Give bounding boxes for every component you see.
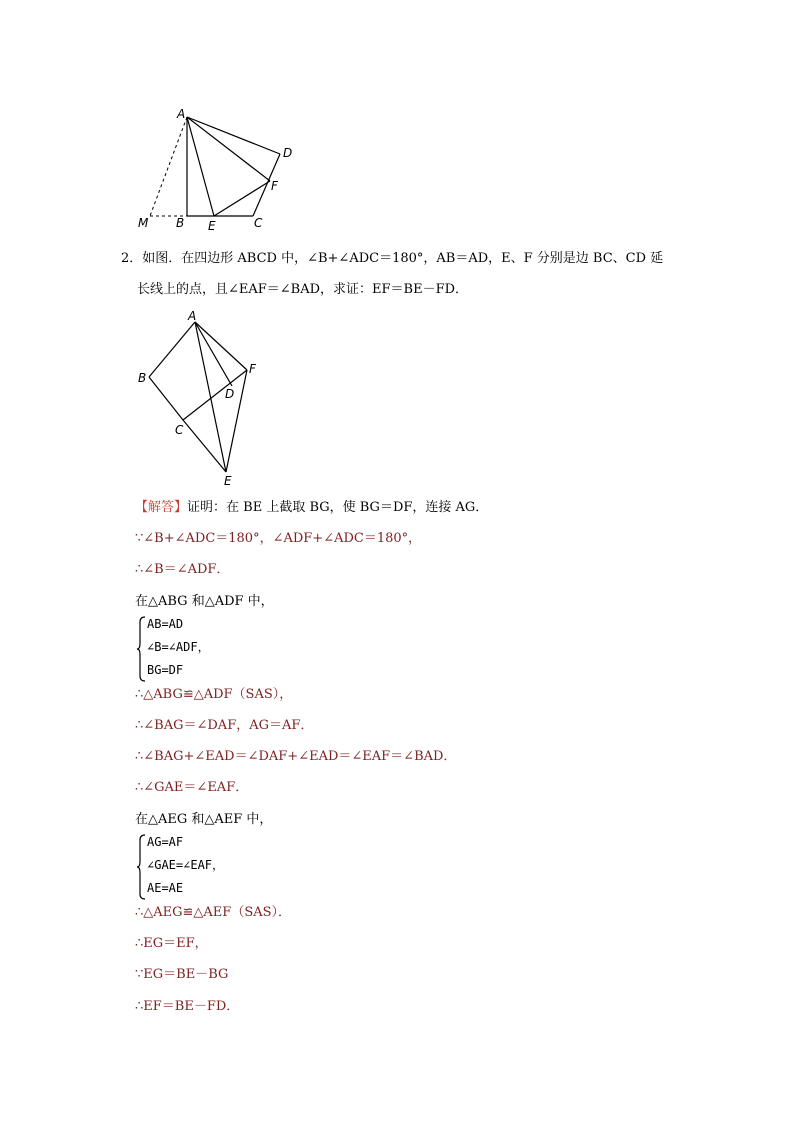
- solution-line-9: ∴△AEG≌△AEF（SAS）．: [135, 905, 292, 920]
- solution-line-10: ∴EG＝EF，: [135, 936, 208, 951]
- fig1-label-d: D: [283, 146, 293, 160]
- left-brace-icon: [136, 616, 146, 682]
- system-2-line-3: AE=AE: [147, 881, 184, 895]
- left-brace-icon: [136, 834, 146, 900]
- system-2-line-1: AG=AF: [147, 835, 184, 849]
- fig1-label-c: C: [254, 216, 263, 230]
- fig2-label-b: B: [138, 371, 147, 385]
- fig2-label-d: D: [225, 387, 235, 401]
- fig1-label-e: E: [208, 219, 216, 233]
- solution-intro-line: [135, 500, 488, 516]
- fig1-label-m: M: [138, 216, 149, 230]
- fig2-label-e: E: [224, 474, 232, 488]
- problem-line-1: 2．如图．在四边形 ABCD 中，∠B+∠ADC＝180°，AB＝AD，E、F 分别是边 BC、CD 延: [121, 251, 664, 266]
- solution-line-8: 在△AEG 和△AEF 中，: [135, 812, 273, 827]
- figure-1-diagram: [130, 100, 310, 235]
- solution-line-5: ∴∠BAG＝∠DAF，AG＝AF．: [135, 718, 314, 733]
- system-1-line-1: AB=AD: [147, 617, 184, 631]
- solution-line-3: 在△ABG 和△ADF 中，: [135, 594, 274, 609]
- figure-2-diagram: [130, 305, 270, 490]
- solution-line-1: ∵∠B+∠ADC＝180°，∠ADF+∠ADC＝180°，: [135, 531, 422, 546]
- problem-line-2: 长线上的点，且∠EAF＝∠BAD，求证：EF＝BE－FD．: [137, 282, 469, 297]
- fig2-label-c: C: [175, 423, 184, 437]
- solution-intro: 证明：在 BE 上截取 BG，使 BG＝DF，连接 AG．: [187, 500, 489, 515]
- solution-line-7: ∴∠GAE＝∠EAF．: [135, 780, 249, 795]
- system-1-line-2: ∠B=∠ADF，: [147, 640, 210, 654]
- equation-system-2: [136, 834, 256, 900]
- solution-tag: 【解答】: [135, 500, 188, 515]
- fig1-label-a: A: [177, 107, 186, 121]
- system-2-line-2: ∠GAE=∠EAF，: [147, 858, 225, 872]
- fig1-label-f: F: [271, 179, 278, 193]
- solution-line-6: ∴∠BAG+∠EAD＝∠DAF+∠EAD＝∠EAF＝∠BAD．: [135, 749, 457, 764]
- fig2-label-a: A: [188, 309, 197, 323]
- solution-line-11: ∵EG＝BE－BG: [135, 967, 229, 982]
- fig2-label-f: F: [249, 362, 256, 376]
- system-1-line-3: BG=DF: [147, 663, 184, 677]
- equation-system-1: [136, 616, 256, 682]
- fig1-label-b: B: [176, 216, 185, 230]
- solution-line-4: ∴△ABG≌△ADF（SAS），: [135, 687, 293, 702]
- solution-line-2: ∴∠B＝∠ADF．: [135, 562, 230, 577]
- solution-line-12: ∴EF＝BE－FD．: [135, 999, 240, 1014]
